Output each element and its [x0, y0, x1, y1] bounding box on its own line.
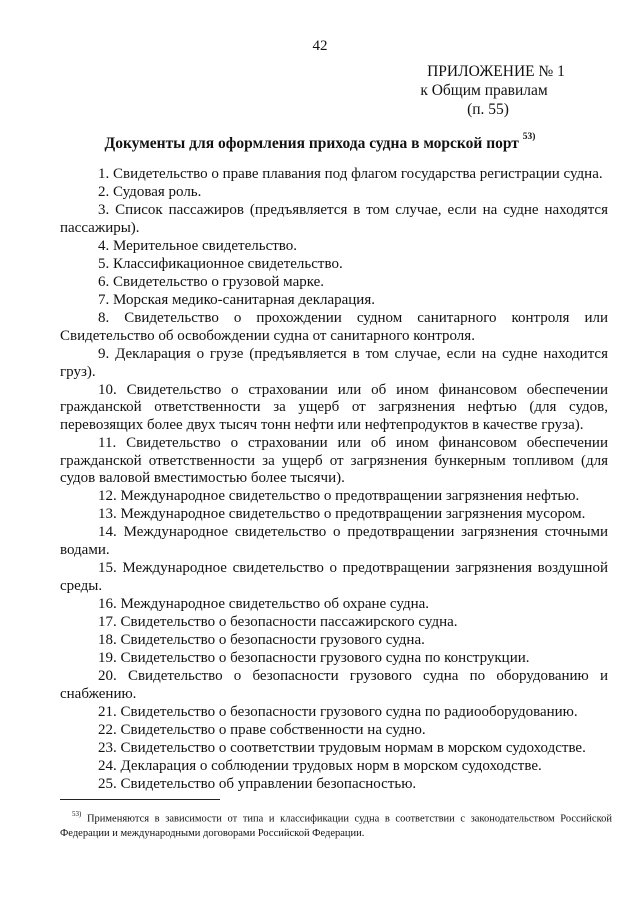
list-item: 19. Свидетельство о безопасности грузового судна по конструкции. — [98, 650, 530, 667]
list-item: 13. Международное свидетельство о предотвращении загрязнения мусором. — [98, 506, 586, 523]
list-item: 20. Свидетельство о безопасности грузового судна по оборудованию и снабжению. — [60, 668, 608, 702]
documents-list — [60, 166, 608, 794]
list-item: 22. Свидетельство о праве собственности на судно. — [98, 721, 426, 738]
footnote — [60, 808, 612, 841]
footnote-divider — [60, 799, 220, 800]
appendix-point: (п. 55) — [467, 101, 509, 118]
list-item: 12. Международное свидетельство о предотвращении загрязнения нефтью. — [98, 488, 580, 505]
list-item: 10. Свидетельство о страховании или об ином финансовом обеспечении гражданской ответственности за ущерб от загрязнения нефтью (для судов, перевозящих более двух тысяч тонн нефти или нефтепродуктов в качестве груза). — [60, 381, 608, 433]
list-item: 5. Классификационное свидетельство. — [98, 255, 343, 272]
list-item: 6. Свидетельство о грузовой марке. — [98, 274, 325, 291]
list-item: 3. Список пассажиров (предъявляется в том случае, если на судне находятся пассажиры). — [60, 202, 608, 236]
appendix-reference: к Общим правилам — [420, 82, 548, 99]
appendix-header — [382, 62, 582, 119]
list-item: 23. Свидетельство о соответствии трудовым нормам в морском судоходстве. — [98, 740, 586, 756]
list-item: 18. Свидетельство о безопасности грузового судна. — [98, 631, 425, 648]
list-item: 14. Международное свидетельство о предотвращении загрязнения сточными водами. — [60, 524, 608, 558]
document-title — [60, 132, 580, 153]
list-item: 8. Свидетельство о прохождении судном санитарного контроля или Свидетельство об освобождении судна от санитарного контроля. — [60, 310, 608, 344]
list-item: 7. Морская медико-санитарная декларация. — [98, 292, 375, 309]
list-item: 24. Декларация о соблюдении трудовых норм в морском судоходстве. — [98, 758, 542, 775]
footnote-reference: 53) — [522, 132, 536, 142]
document-title-text: Документы для оформления прихода судна в морской порт — [104, 135, 519, 153]
list-item: 21. Свидетельство о безопасности грузового судна по радиооборудованию. — [98, 703, 578, 720]
list-item: 16. Международное свидетельство об охране судна. — [98, 595, 430, 612]
list-item: 11. Свидетельство о страховании или об ином финансовом обеспечении гражданской ответственности за ущерб от загрязнения бункерным топливом (для судов валовой вместимостью более тысячи). — [60, 434, 608, 487]
list-item: 17. Свидетельство о безопасности пассажирского судна. — [98, 613, 458, 630]
list-item: 9. Декларация о грузе (предъявляется в том случае, если на судне находится груз). — [60, 345, 608, 380]
page-number: 42 — [312, 38, 328, 54]
footnote-text: Применяются в зависимости от типа и классификации судна в соответствии с законодательством Российской Федерации и международными договорами Российской Федерации. — [60, 813, 613, 839]
footnote-mark: 53) — [72, 810, 82, 818]
list-item: 25. Свидетельство об управлении безопасностью. — [98, 776, 417, 793]
list-item: 15. Международное свидетельство о предотвращении загрязнения воздушной среды. — [60, 560, 608, 594]
list-item: 2. Судовая роль. — [98, 184, 202, 201]
list-item: 4. Мерительное свидетельство. — [98, 237, 298, 254]
appendix-title: ПРИЛОЖЕНИЕ № 1 — [427, 63, 565, 80]
list-item: 1. Свидетельство о праве плавания под флагом государства регистрации судна. — [98, 166, 603, 182]
